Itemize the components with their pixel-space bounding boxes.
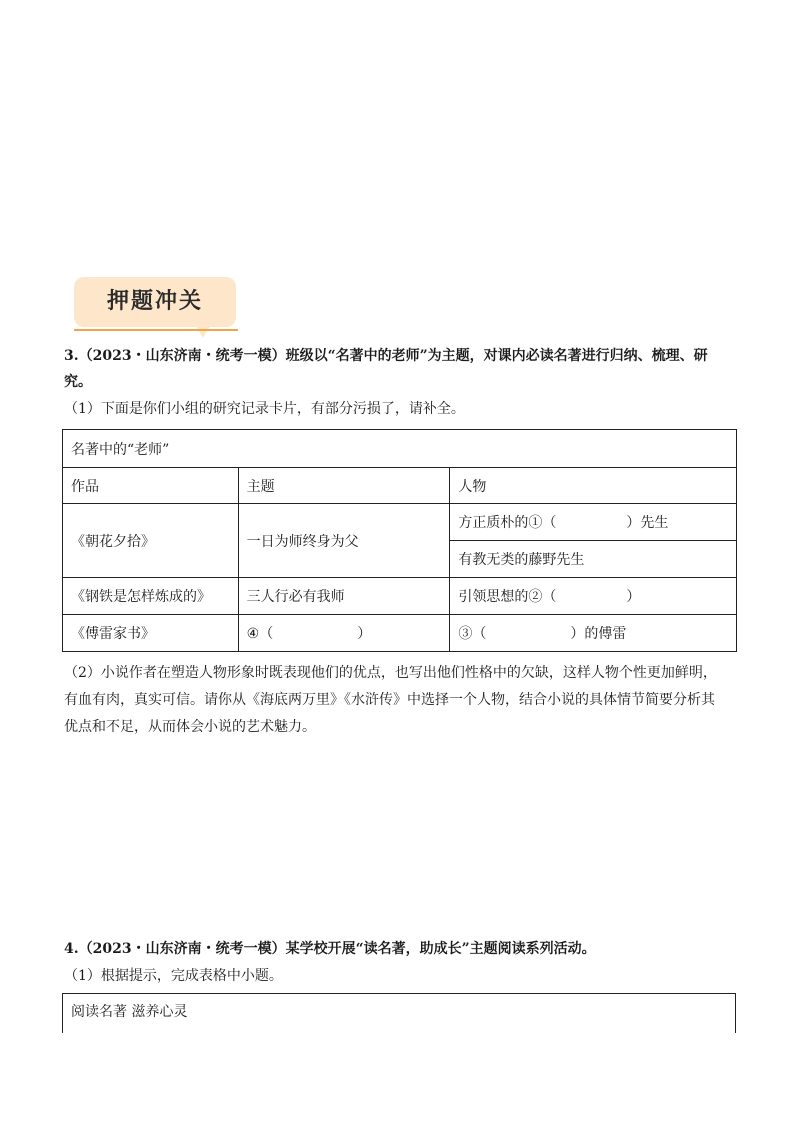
q3-title-line1: 3.（2023・山东济南・统考一模）班级以“名著中的老师”为主题，对课内必读名著进行归纳、梳理、研 — [64, 348, 708, 364]
row3-person: ③（ ）的傅雷 — [450, 615, 737, 652]
badge-tail-decoration — [196, 326, 210, 338]
section-badge-label: 押题冲关 — [106, 289, 203, 314]
row3-theme: ④（ ） — [238, 615, 450, 652]
row1-theme: 一日为师终身为父 — [238, 504, 450, 578]
q3-sub2-line3: 优点和不足，从而体会小说的艺术魅力。 — [64, 719, 316, 735]
q4-sub1: （1）根据提示，完成表格中小题。 — [64, 968, 283, 984]
row3-work: 《傅雷家书》 — [63, 615, 239, 652]
row2-work: 《钢铁是怎样炼成的》 — [63, 578, 239, 615]
q3-sub2-line2: 有血有肉，真实可信。请你从《海底两万里》《水浒传》中选择一个人物，结合小说的具体情节简要分析其 — [64, 692, 715, 708]
q4-title: 4.（2023・山东济南・统考一模）某学校开展“读名著，助成长”主题阅读系列活动。 — [64, 941, 596, 957]
q3-title-line2: 究。 — [64, 374, 92, 390]
col-person-header: 人物 — [450, 468, 737, 504]
row1-person-b: 有教无类的藤野先生 — [450, 541, 737, 578]
q3-sub1: （1）下面是你们小组的研究记录卡片，有部分污损了，请补全。 — [64, 401, 465, 417]
section-badge — [74, 277, 236, 327]
row1-work: 《朝花夕拾》 — [63, 504, 239, 578]
q4-table-header: 阅读名著 滋养心灵 — [71, 1004, 188, 1020]
badge-underline — [74, 329, 238, 331]
col-work-header: 作品 — [63, 468, 239, 504]
col-theme-header: 主题 — [238, 468, 450, 504]
q4-table — [62, 993, 736, 1033]
row2-theme: 三人行必有我师 — [238, 578, 450, 615]
q3-record-card — [62, 429, 737, 652]
card-header: 名著中的“老师” — [63, 430, 737, 468]
q3-sub2-line1: （2）小说作者在塑造人物形象时既表现他们的优点，也写出他们性格中的欠缺，这样人物个性更加鲜明， — [64, 665, 717, 681]
row1-person-a: 方正质朴的①（ ）先生 — [450, 504, 737, 541]
row2-person: 引领思想的②（ ） — [450, 578, 737, 615]
